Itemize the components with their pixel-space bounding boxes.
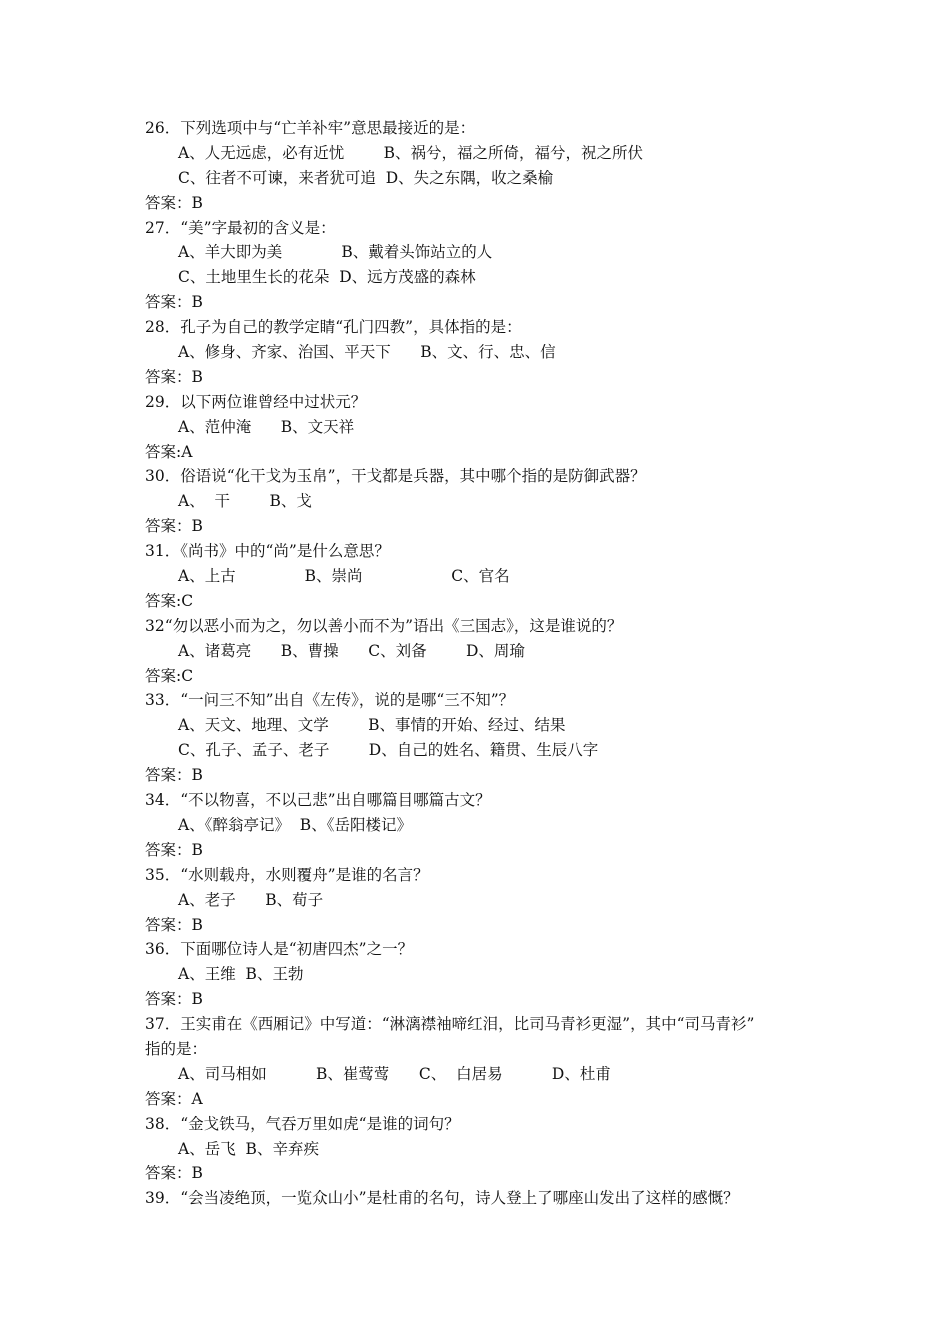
answer-options: A、司马相如 B、崔莺莺 C、 白居易 D、杜甫 [178, 1064, 611, 1083]
question-text: 35．“水则载舟，水则覆舟”是谁的名言？ [145, 865, 429, 884]
question-text: 27．“美”字最初的含义是： [145, 218, 336, 237]
answer-key: 答案：B [145, 367, 203, 386]
answer-options: A、天文、地理、文学 B、事情的开始、经过、结果 [178, 716, 566, 735]
answer-options: C、孔子、孟子、老子 D、自己的姓名、籍贯、生辰八字 [178, 741, 599, 760]
question-text: 29．以下两位谁曾经中过状元？ [145, 392, 367, 411]
answer-options: A、 干 B、戈 [178, 492, 312, 511]
answer-key: 答案:C [145, 591, 194, 610]
answer-options: A、人无远虑，必有近忧 B、祸兮，福之所倚，福兮，祝之所伏 [178, 143, 644, 162]
question-text: 26．下列选项中与“亡羊补牢”意思最接近的是： [145, 119, 476, 137]
question-text: 28．孔子为自己的教学定睛“孔门四教”，具体指的是： [145, 318, 522, 337]
answer-key: 答案：B [145, 1164, 203, 1183]
question-text: 33．“一问三不知”出自《左传》，说的是哪“三不知”？ [145, 691, 515, 710]
answer-key: 答案：B [145, 766, 203, 785]
answer-options: A、修身、齐家、治国、平天下 B、文、行、忠、信 [178, 343, 556, 362]
answer-options: C、土地里生长的花朵 D、远方茂盛的森林 [178, 268, 476, 287]
question-text: 36．下面哪位诗人是“初唐四杰”之一？ [145, 940, 414, 959]
answer-key: 答案：A [145, 1089, 203, 1108]
answer-options: A、范仲淹 B、文天祥 [178, 417, 355, 436]
answer-key: 答案：B [145, 915, 203, 934]
answer-options: A、岳飞 B、辛弃疾 [178, 1139, 319, 1158]
answer-key: 答案：B [145, 517, 203, 536]
answer-key: 答案：B [145, 990, 203, 1009]
answer-key: 答案：B [145, 840, 203, 859]
question-text: 38．“金戈铁马，气吞万里如虎“是谁的词句？ [145, 1114, 460, 1133]
question-text: 34．“不以物喜，不以己悲”出自哪篇目哪篇古文？ [145, 791, 491, 810]
answer-options: C、往者不可谏，来者犹可追 D、失之东隅，收之桑榆 [178, 168, 554, 187]
question-text: 31．《尚书》中的“尚”是什么意思？ [145, 542, 390, 561]
answer-options: A、《醉翁亭记》 B、《岳阳楼记》 [178, 815, 412, 834]
answer-key: 答案：B [145, 193, 203, 212]
answer-key: 答案:C [145, 666, 194, 685]
question-text: 37．王实甫在《西厢记》中写道：“淋漓襟袖啼红泪，比司马青衫更湿”，其中“司马青衫” [145, 1015, 755, 1034]
question-text: 39．“会当凌绝顶，一览众山小”是杜甫的名句，诗人登上了哪座山发出了这样的感慨？ [145, 1189, 739, 1208]
answer-options: A、羊大即为美 B、戴着头饰站立的人 [178, 243, 493, 262]
answer-options: A、王维 B、王勃 [178, 965, 304, 984]
question-text: 指的是： [145, 1039, 208, 1058]
answer-options: A、诸葛亮 B、曹操 C、刘备 D、周瑜 [178, 641, 525, 660]
question-text: 30．俗语说“化干戈为玉帛”，干戈都是兵器，其中哪个指的是防御武器？ [145, 467, 646, 486]
answer-key: 答案:A [145, 442, 193, 461]
answer-options: A、上古 B、崇尚 C、官名 [178, 567, 510, 586]
answer-options: A、老子 B、荀子 [178, 890, 324, 909]
question-text: 32“勿以恶小而为之，勿以善小而不为”语出《三国志》，这是谁说的？ [145, 616, 623, 635]
document-page [145, 116, 825, 1211]
answer-key: 答案：B [145, 293, 203, 312]
